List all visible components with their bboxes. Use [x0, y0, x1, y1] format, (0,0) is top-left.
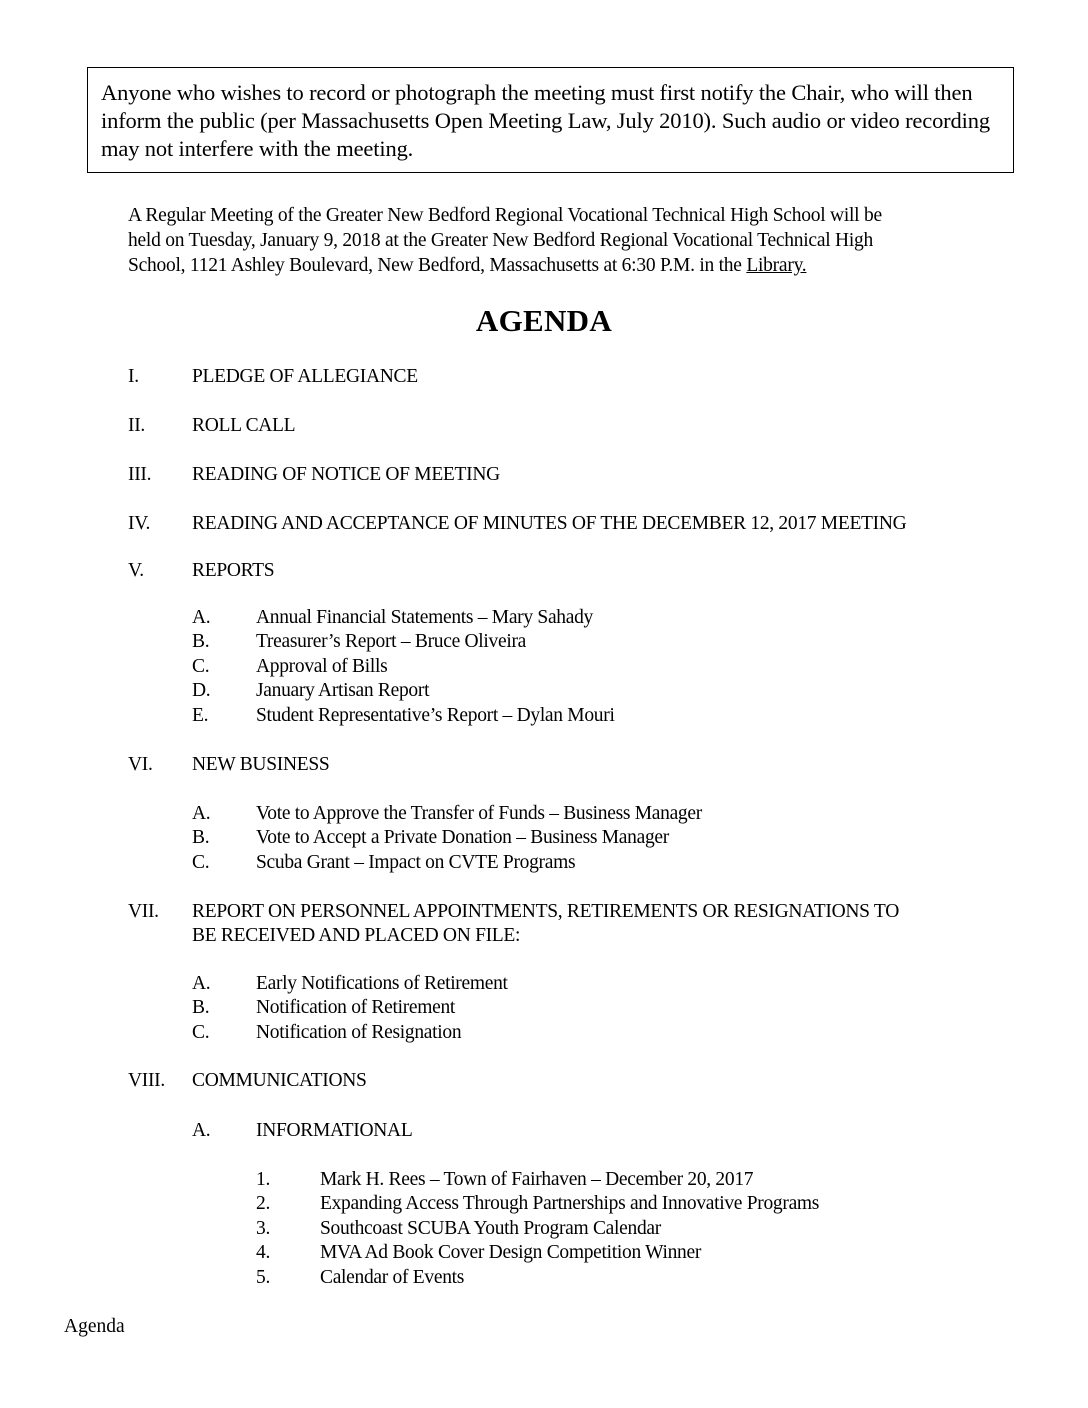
- agenda-item-text: Early Notifications of Retirement: [256, 973, 508, 994]
- agenda-section-text: ROLL CALL: [192, 415, 296, 436]
- agenda-item-text: Student Representative’s Report – Dylan Mouri: [256, 705, 615, 726]
- agenda-item-number: C.: [192, 852, 210, 873]
- agenda-item-text: Scuba Grant – Impact on CVTE Programs: [256, 852, 576, 873]
- intro-line-3-text: School, 1121 Ashley Boulevard, New Bedford, Massachusetts at 6:30 P.M. in the: [128, 255, 747, 276]
- agenda-item-text: Notification of Retirement: [256, 997, 456, 1018]
- agenda-subitem-text: Southcoast SCUBA Youth Program Calendar: [320, 1218, 661, 1239]
- agenda-section-text: READING OF NOTICE OF MEETING: [192, 464, 500, 485]
- meeting-location: Library.: [746, 255, 807, 276]
- agenda-subitem-text: MVA Ad Book Cover Design Competition Winner: [320, 1242, 702, 1263]
- agenda-item-text: Approval of Bills: [256, 656, 388, 677]
- page-footer: Agenda: [64, 1316, 125, 1337]
- agenda-section-text: NEW BUSINESS: [192, 754, 330, 775]
- agenda-section-number: II.: [128, 415, 145, 436]
- intro-line-3: [128, 253, 1008, 278]
- page-title: AGENDA: [475, 303, 613, 338]
- agenda-section-number: VII.: [128, 901, 159, 922]
- agenda-item-number: A.: [192, 973, 211, 994]
- agenda-item-number: D.: [192, 680, 211, 701]
- agenda-item-number: A.: [192, 1120, 211, 1141]
- agenda-item-number: C.: [192, 1022, 210, 1043]
- agenda-item-number: B.: [192, 997, 210, 1018]
- agenda-subitem-text: Calendar of Events: [320, 1267, 465, 1288]
- agenda-item-number: B.: [192, 827, 210, 848]
- agenda-section-number: III.: [128, 464, 152, 485]
- agenda-subitem-number: 3.: [256, 1218, 271, 1239]
- agenda-subitem-number: 5.: [256, 1267, 271, 1288]
- agenda-section-number: V.: [128, 560, 144, 581]
- agenda-item-text: Vote to Approve the Transfer of Funds – Business Manager: [256, 803, 702, 824]
- agenda-subitem-number: 4.: [256, 1242, 271, 1263]
- meeting-intro: [128, 203, 1008, 278]
- agenda-item-text: INFORMATIONAL: [256, 1120, 413, 1141]
- agenda-section-number: VIII.: [128, 1070, 165, 1091]
- agenda-section-text: READING AND ACCEPTANCE OF MINUTES OF THE DECEMBER 12, 2017 MEETING: [192, 513, 907, 534]
- agenda-section-text: PLEDGE OF ALLEGIANCE: [192, 366, 418, 387]
- agenda-subitem-text: Expanding Access Through Partnerships and Innovative Programs: [320, 1193, 820, 1214]
- intro-line-1: A Regular Meeting of the Greater New Bedford Regional Vocational Technical High School will be: [128, 205, 882, 226]
- agenda-subitem-text: Mark H. Rees – Town of Fairhaven – December 20, 2017: [320, 1169, 754, 1190]
- agenda-item-number: A.: [192, 607, 211, 628]
- agenda-section-text: COMMUNICATIONS: [192, 1070, 367, 1091]
- agenda-section-number: VI.: [128, 754, 153, 775]
- agenda-item-number: E.: [192, 705, 209, 726]
- recording-notice-text: Anyone who wishes to record or photograph the meeting must first notify the Chair, who will then inform the public (per Massachusetts Open Meeting Law, July 2010). Such audio or video recording may not interfere with the meeting.: [101, 80, 990, 161]
- agenda-item-text: Treasurer’s Report – Bruce Oliveira: [256, 631, 527, 652]
- agenda-subitem-number: 2.: [256, 1193, 271, 1214]
- agenda-section-text: REPORTS: [192, 560, 275, 581]
- agenda-item-text: Annual Financial Statements – Mary Sahady: [256, 607, 594, 628]
- agenda-section-number: IV.: [128, 513, 151, 534]
- agenda-item-text: January Artisan Report: [256, 680, 430, 701]
- agenda-item-number: C.: [192, 656, 210, 677]
- agenda-subitem-number: 1.: [256, 1169, 271, 1190]
- agenda-item-number: B.: [192, 631, 210, 652]
- agenda-section-text-continued: BE RECEIVED AND PLACED ON FILE:: [192, 925, 521, 946]
- agenda-section-number: I.: [128, 366, 139, 387]
- intro-line-2: held on Tuesday, January 9, 2018 at the Greater New Bedford Regional Vocational Technical High: [128, 230, 874, 251]
- agenda-section-text: REPORT ON PERSONNEL APPOINTMENTS, RETIREMENTS OR RESIGNATIONS TO: [192, 901, 899, 922]
- agenda-item-number: A.: [192, 803, 211, 824]
- agenda-item-text: Notification of Resignation: [256, 1022, 462, 1043]
- recording-notice: [87, 67, 1014, 173]
- agenda-item-text: Vote to Accept a Private Donation – Business Manager: [256, 827, 669, 848]
